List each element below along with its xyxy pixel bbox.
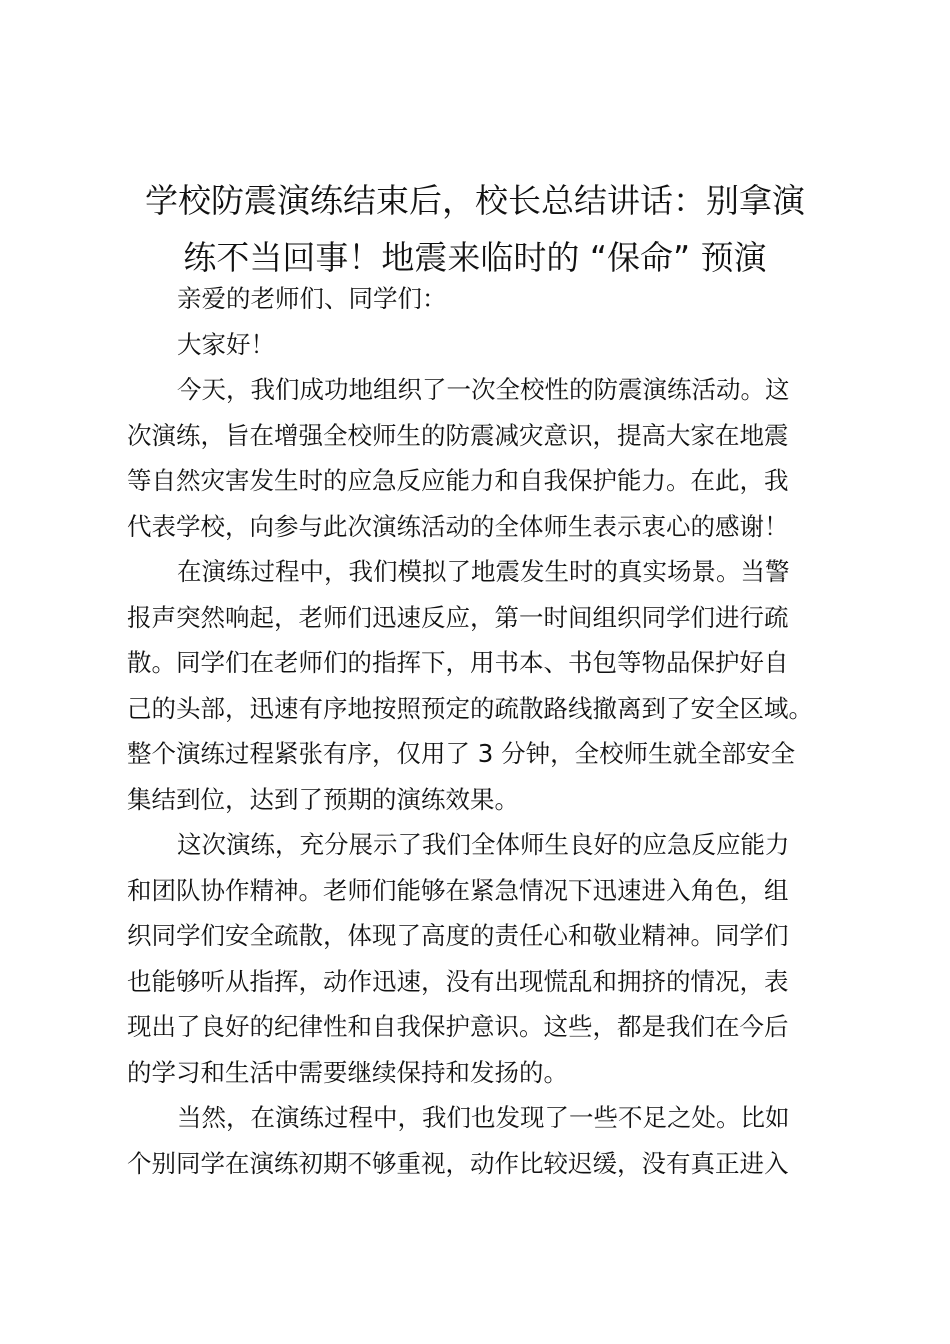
salutation: 亲爱的老师们、同学们： xyxy=(177,284,447,313)
paragraph-line: 己的头部，迅速有序地按照预定的疏散路线撤离到了安全区域。 xyxy=(127,693,813,723)
paragraph-line: 这次演练，充分展示了我们全体师生良好的应急反应能力 xyxy=(177,830,790,859)
paragraph-line: 织同学们安全疏散，体现了高度的责任心和敬业精神。同学们 xyxy=(127,921,789,950)
paragraph-line: 次演练，旨在增强全校师生的防震减灾意识，提高大家在地震 xyxy=(127,420,789,450)
greeting: 大家好！ xyxy=(177,329,275,359)
paragraph-line: 当然，在演练过程中，我们也发现了一些不足之处。比如 xyxy=(177,1103,790,1132)
paragraph-line: 今天，我们成功地组织了一次全校性的防震演练活动。这 xyxy=(177,375,790,404)
title-line-1: 学校防震演练结束后，校长总结讲话：别拿演 xyxy=(145,181,805,220)
paragraph-line: 等自然灾害发生时的应急反应能力和自我保护能力。在此，我 xyxy=(127,466,789,495)
document-title xyxy=(110,172,840,286)
title-line-2: 练不当回事！地震来临时的 “保命” 预演 xyxy=(183,238,767,277)
paragraph-line: 在演练过程中，我们模拟了地震发生时的真实场景。当警 xyxy=(177,557,790,586)
paragraph-line: 报声突然响起，老师们迅速反应，第一时间组织同学们进行疏 xyxy=(127,602,789,632)
paragraph-line: 集结到位，达到了预期的演练效果。 xyxy=(127,784,519,814)
paragraph-line: 现出了良好的纪律性和自我保护意识。这些，都是我们在今后 xyxy=(127,1012,789,1041)
document-body xyxy=(127,276,833,1186)
paragraph-line: 的学习和生活中需要继续保持和发扬的。 xyxy=(127,1057,568,1087)
paragraph-line: 也能够听从指挥，动作迅速，没有出现慌乱和拥挤的情况，表 xyxy=(127,966,789,996)
paragraph-line: 个别同学在演练初期不够重视，动作比较迟缓，没有真正进入 xyxy=(127,1148,789,1178)
paragraph-line: 整个演练过程紧张有序，仅用了 3 分钟，全校师生就全部安全 xyxy=(127,739,796,768)
paragraph-line: 代表学校，向参与此次演练活动的全体师生表示衷心的感谢！ xyxy=(127,511,789,541)
paragraph-line: 和团队协作精神。老师们能够在紧急情况下迅速进入角色，组 xyxy=(127,875,789,905)
paragraph-line: 散。同学们在老师们的指挥下，用书本、书包等物品保护好自 xyxy=(127,648,789,677)
